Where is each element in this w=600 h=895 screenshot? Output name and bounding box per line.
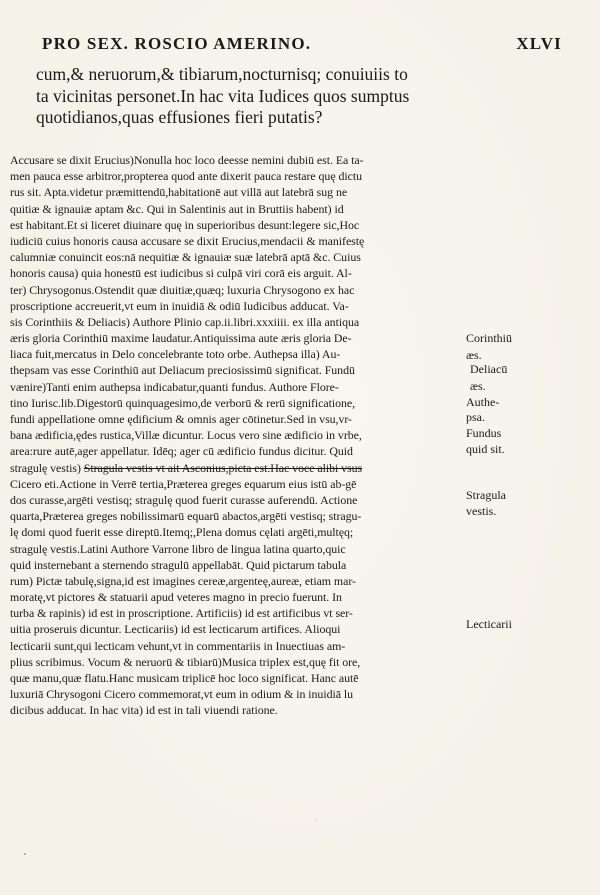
lemma-line: ta vicinitas personet.In hac vita Iudices quos sumptus — [36, 85, 410, 106]
commentary-line: liaca fuit,mercatus in Delo concelebrante toto orbe. Authepsa illa) Au- — [10, 347, 341, 362]
commentary-line: uitia proseruis dicuntur. Lecticariis) id est lecticarum artifices. Alioqui — [10, 622, 341, 637]
commentary-line: quitiæ & ignauiæ aptam &c. Qui in Salentinis aut in Bruttiis habent) id — [10, 201, 344, 216]
paper-speck — [24, 853, 26, 855]
commentary-line-with-strike — [10, 460, 462, 476]
folio-number: XLVI — [516, 34, 562, 53]
margin-note: Stragula — [466, 488, 506, 502]
commentary-line: dos curasse,argēti vestisq; stragulę quod fuerit curasse auferendū. Actione — [10, 492, 358, 507]
margin-note: æs. — [470, 379, 486, 393]
margin-note: quid sit. — [466, 442, 505, 456]
commentary-line: Accusare se dixit Erucius)Nonulla hoc loco deesse nemini dubiū est. Ea ta- — [10, 153, 364, 167]
commentary-line: calumniæ conuincit eos:nā nequitiæ & ignauiæ suæ latebrā aptā &c. Cuius — [10, 250, 361, 265]
struck-through-text: Stragula vestis vt ait Asconius,picta est.Hac voce alibi vsus — [83, 460, 363, 475]
commentary-line: lecticarii sunt,qui lecticam vehunt,vt in commentariis in Inuectiuas am- — [10, 638, 346, 653]
commentary-line: tino Iurisc.lib.Digestorū quinquagesimo,de verborū & rerū significatione, — [10, 395, 356, 410]
commentary-line: moratę,vt pictores & statuarii apud veteres magno in precio fuerunt. In — [10, 590, 342, 605]
commentary-line: proscriptione accreuerit,vt eum in inuidiā & odiū Iudicibus adducat. Va- — [10, 298, 349, 313]
commentary-line: plius scribimus. Vocum & neruorū & tibiarū)Musica triplex est,quę fit ore, — [10, 654, 361, 669]
running-head — [42, 34, 562, 56]
lemma-line: cum,& neruorum,& tibiarum,nocturnisq; conuiuiis to — [36, 64, 408, 84]
commentary-line: turba & rapinis) id est in proscriptione. Artificiis) id est artificibus vt ser- — [10, 606, 353, 621]
margin-note: Corinthiū — [466, 331, 513, 345]
commentary-line: stragulę vestis.Latini Authore Varrone libro de lingua latina quarto,quic — [10, 541, 346, 556]
commentary-line: vænire)Tanti enim authepsa indicabatur,quanti fundus. Authore Flore- — [10, 379, 339, 394]
commentary-line: sis Corinthiis & Deliacis) Authore Plinio cap.ii.libri.xxxiiii. ex illa antiqua — [10, 314, 360, 329]
commentary-text: stragulę vestis) — [10, 460, 81, 475]
commentary-line: rus sit. Apta.videtur præmittendū,habitationē aut villā aut latebrā sug ne — [10, 185, 348, 200]
commentary-line: Cicero eti.Actione in Verrē tertia,Præterea greges equarum eius istū ab-gē — [10, 476, 357, 491]
commentary-line: dicibus adducat. In hac vita) id est in tali viuendi ratione. — [10, 703, 278, 718]
commentary-line: quarta,Præterea greges nobilissimarū equarū abactos,argēti vestisq; stragu- — [10, 509, 362, 524]
paper-speck — [315, 820, 316, 821]
margin-note: Fundus — [466, 426, 502, 440]
commentary-line: honoris causa) quia honestū est iudicibus si culpā viri corā eis arguit. Al- — [10, 266, 352, 281]
margin-note: psa. — [466, 410, 485, 424]
commentary-block — [10, 152, 462, 719]
commentary-line: area:rure autē,ager appellatur. Idēq; ager cū ædificio fundus dicitur. Quid — [10, 444, 353, 459]
commentary-line: ter) Chrysogonus.Ostendit quæ diuitiæ,quæq; luxuria Chrysogono ex hac — [10, 282, 355, 297]
commentary-line: rum) Pictæ tabulę,signa,id est imagines cereæ,argenteę,aureæ, etiam mar- — [10, 573, 356, 588]
margin-note: vestis. — [466, 504, 497, 518]
commentary-line: men pauca esse arbitror,propterea quod ante dixerit pauca restare quę dictu — [10, 169, 362, 184]
margin-note: Lecticarii — [466, 617, 512, 631]
running-head-title: PRO SEX. ROSCIO AMERINO. — [42, 34, 312, 53]
commentary-line: quid insternebant a sternendo stragulū appellabāt. Quid pictarum tabula — [10, 557, 347, 572]
commentary-line: luxuriā Chrysogoni Cicero commemorat,vt eum in odium & in inuidiā lu — [10, 687, 354, 702]
commentary-line: æris gloria Corinthiū maxime laudatur.Antiquissima aute æris gloria De- — [10, 331, 352, 346]
lemma-line: quotidianos,quas effusiones fieri putatis? — [36, 107, 323, 127]
commentary-line: bana ædificia,ędes rustica,Villæ dicuntur. Locus vero sine ædificio in vrbe, — [10, 428, 362, 443]
commentary-line: quæ manu,quæ flatu.Hanc musicam triplicē hoc loco significat. Hanc autē — [10, 671, 359, 685]
commentary-line: thepsam vas esse Corinthiū aut Deliacum preciosissimū significat. Fundū — [10, 363, 355, 378]
margin-note: Deliacū — [470, 362, 508, 376]
commentary-line: lę domi quod fuerit esse direptū.Itemq;,Plena domus cęlati argēti,multęq; — [10, 525, 354, 540]
commentary-line: iudiciū cuius honoris causa accusare se dixit Erucius,mendacii & manifestę — [10, 233, 365, 248]
lemma-text-block — [36, 64, 476, 129]
margin-note: æs. — [466, 348, 482, 362]
commentary-line: est habitant.Et si liceret diuinare quę in superioribus desunt:legere sic,Hoc — [10, 217, 360, 232]
commentary-line: fundi appellatione omne ędificium & omnis ager cōtinetur.Sed in vsu,vr- — [10, 412, 352, 426]
margin-note: Authe- — [466, 395, 500, 409]
